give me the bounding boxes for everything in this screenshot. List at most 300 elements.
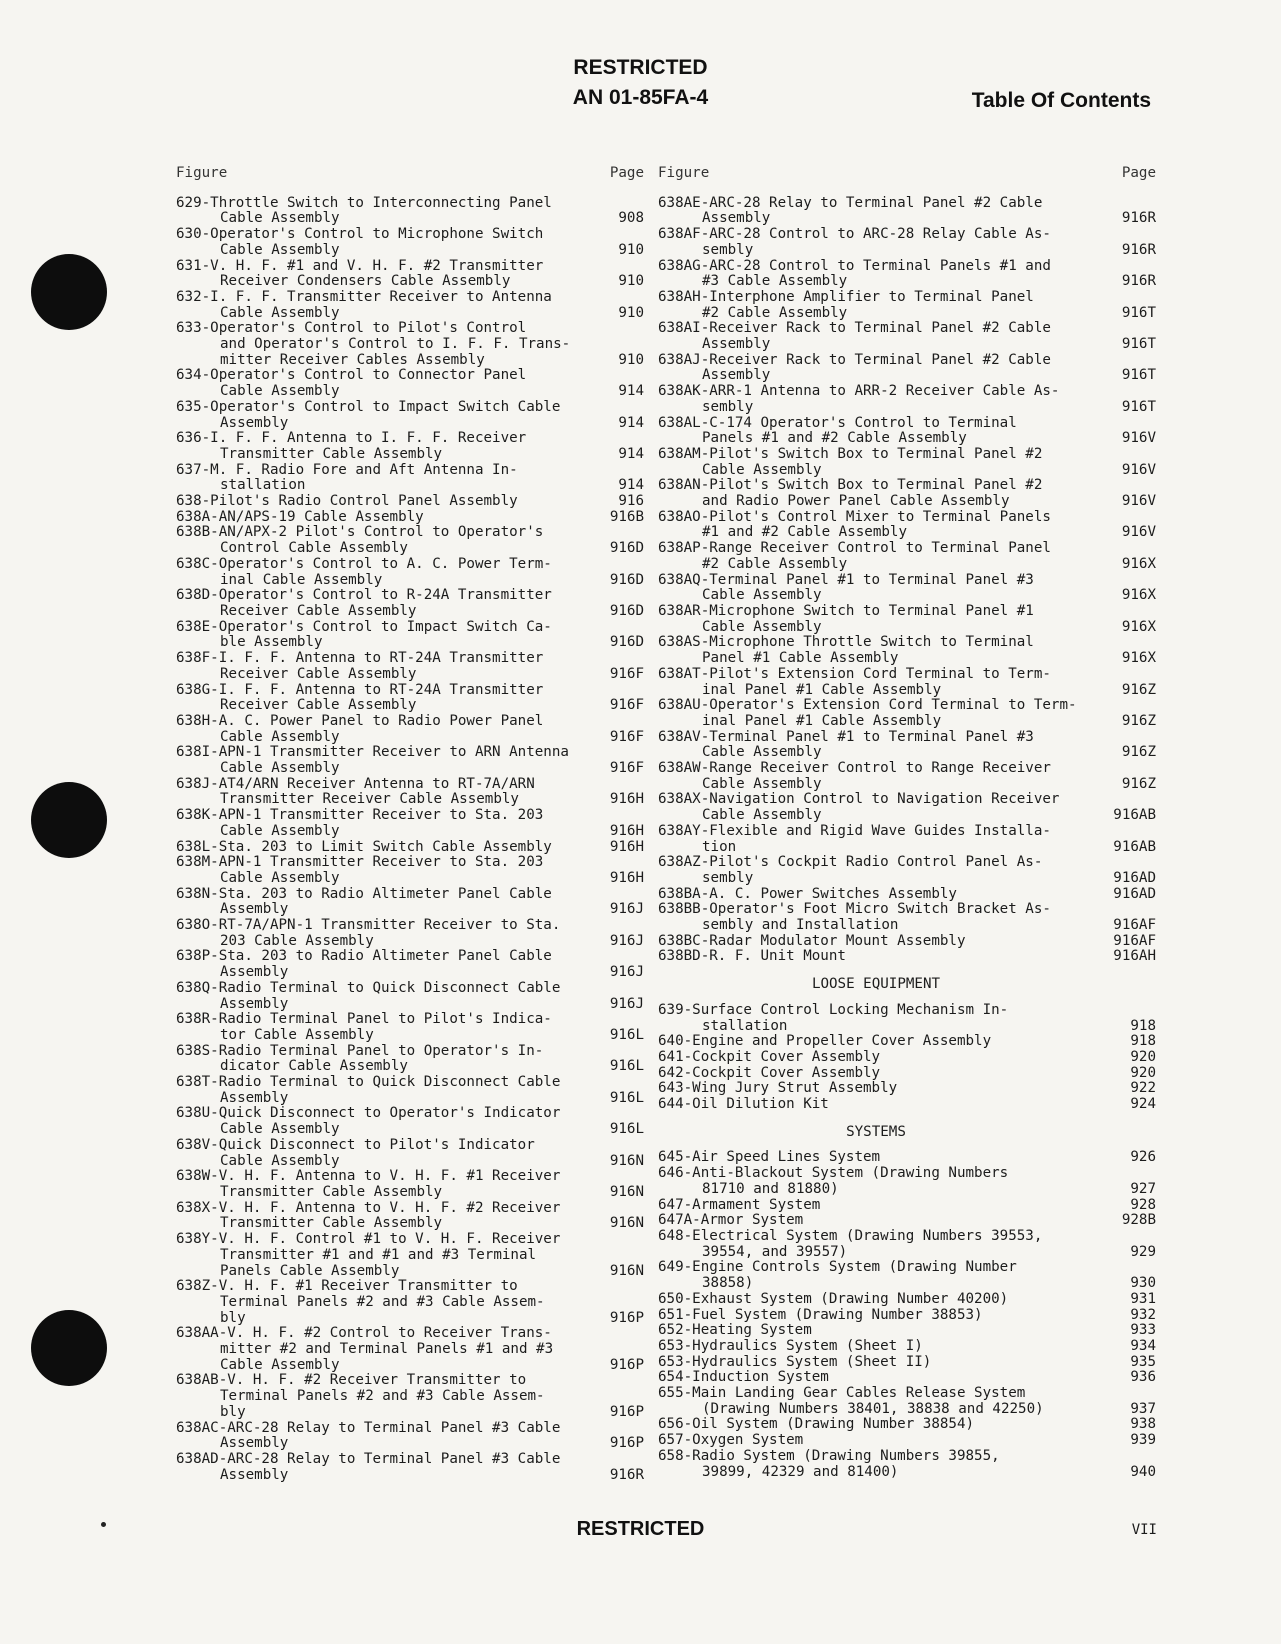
entry-page-number: 935	[1130, 1353, 1156, 1370]
toc-entry	[176, 840, 644, 856]
restricted-header: RESTRICTED	[573, 56, 708, 79]
toc-entry	[176, 1326, 644, 1373]
entry-title: 647-Armament System	[658, 1196, 821, 1213]
entry-page-number: 916N	[609, 1215, 644, 1232]
toc-entry	[176, 1421, 644, 1452]
entry-title: 643-Wing Jury Strut Assembly	[658, 1080, 898, 1097]
entry-page-number: 930	[1130, 1275, 1156, 1292]
entry-title: 642-Cockpit Cover Assembly	[658, 1064, 881, 1081]
entry-title: 640-Engine and Propeller Cover Assembly	[658, 1033, 992, 1050]
entry-title: 638G-I. F. F. Antenna to RT-24A Transmitter	[176, 681, 544, 698]
entry-page-number: 910	[618, 304, 644, 321]
toc-entry	[658, 635, 1156, 666]
entry-page-number: 916B	[609, 508, 644, 525]
entry-title-continued: Cable Assembly	[702, 775, 822, 792]
entry-title-continued: Cable Assembly	[220, 1152, 340, 1169]
toc-entry	[658, 1260, 1156, 1291]
entry-page-number: 918	[1130, 1033, 1156, 1050]
toc-entry	[176, 494, 644, 510]
toc-entry	[176, 431, 644, 462]
toc-entry	[176, 1075, 644, 1106]
entry-page-number: 916P	[609, 1435, 644, 1452]
entry-title-continued: Assembly	[220, 964, 289, 981]
entry-page-number: 916AD	[1113, 885, 1156, 902]
entry-title: 638AR-Microphone Switch to Terminal Panel #1	[658, 602, 1034, 619]
toc-entry	[658, 447, 1156, 478]
toc-entry	[658, 1386, 1156, 1417]
entry-title-continued: stallation	[702, 1017, 788, 1034]
toc-entry	[658, 1308, 1156, 1324]
entry-title: 631-V. H. F. #1 and V. H. F. #2 Transmitter	[176, 257, 544, 274]
entry-title: 638BC-Radar Modulator Mount Assembly	[658, 932, 966, 949]
toc-entry	[176, 368, 644, 399]
entry-title-continued: Receiver Cable Assembly	[220, 602, 417, 619]
entry-title: 638O-RT-7A/APN-1 Transmitter Receiver to Sta.	[176, 917, 561, 934]
entry-title: 638E-Operator's Control to Impact Switch Ca-	[176, 618, 552, 635]
entry-title-continued: 38858)	[702, 1275, 754, 1292]
entry-title: 638AM-Pilot's Switch Box to Terminal Panel #2	[658, 445, 1043, 462]
entry-title: 646-Anti-Blackout System (Drawing Numbers	[658, 1165, 1009, 1182]
entry-title: 638AG-ARC-28 Control to Terminal Panels #1 and	[658, 257, 1051, 274]
page-number: VII	[1131, 1522, 1157, 1538]
entry-title-continued: Panels Cable Assembly	[220, 1262, 400, 1279]
toc-entry	[176, 683, 644, 714]
toc-entry	[658, 416, 1156, 447]
toc-entry	[658, 321, 1156, 352]
entry-title: 653-Hydraulics System (Sheet II)	[658, 1353, 932, 1370]
entry-title: 653-Hydraulics System (Sheet I)	[658, 1337, 923, 1354]
toc-entry	[176, 1201, 644, 1232]
toc-entry	[658, 1213, 1156, 1229]
entry-title-continued: and Radio Power Panel Cable Assembly	[702, 493, 1010, 510]
entry-title-continued: Receiver Condensers Cable Assembly	[220, 273, 511, 290]
entry-title-continued: Assembly	[702, 367, 771, 384]
toc-entry	[176, 745, 644, 776]
entry-page-number: 916N	[609, 1152, 644, 1169]
toc-entry	[176, 949, 644, 980]
toc-entry	[658, 1097, 1156, 1113]
entry-page-number: 933	[1130, 1322, 1156, 1339]
toc-entry	[658, 902, 1156, 933]
entry-title-continued: Cable Assembly	[220, 1121, 340, 1138]
entry-title: 638D-Operator's Control to R-24A Transmitter	[176, 587, 552, 604]
entry-title: 632-I. F. F. Transmitter Receiver to Antenna	[176, 288, 552, 305]
entry-page-number: 916AB	[1113, 807, 1156, 824]
toc-entry	[658, 573, 1156, 604]
entry-title-continued: Receiver Cable Assembly	[220, 665, 417, 682]
entry-page-number: 916X	[1121, 587, 1156, 604]
entry-title: 638AE-ARC-28 Relay to Terminal Panel #2 Cable	[658, 194, 1043, 211]
entry-page-number: 916F	[609, 728, 644, 745]
entry-page-number: 916V	[1121, 461, 1156, 478]
entry-title: 638AI-Receiver Rack to Terminal Panel #2 Cable	[658, 320, 1051, 337]
entry-title: 638AZ-Pilot's Cockpit Radio Control Panel As-	[658, 854, 1043, 871]
entry-title: 652-Heating System	[658, 1322, 812, 1339]
toc-entry	[176, 196, 644, 227]
entry-page-number: 916P	[609, 1356, 644, 1373]
entry-page-number: 916D	[609, 540, 644, 557]
entry-page-number: 920	[1130, 1048, 1156, 1065]
toc-entry	[658, 1292, 1156, 1308]
toc-entry	[658, 604, 1156, 635]
entry-page-number: 914	[618, 414, 644, 431]
toc-entry	[658, 227, 1156, 258]
entry-page-number: 922	[1130, 1080, 1156, 1097]
entry-title-continued: Assembly	[220, 1089, 289, 1106]
entry-title-continued: Transmitter #1 and #1 and #3 Terminal	[220, 1246, 537, 1263]
entry-page-number: 916Z	[1121, 681, 1156, 698]
entry-title: 638AX-Navigation Control to Navigation Receiver	[658, 791, 1060, 808]
entry-title: 638J-AT4/ARN Receiver Antenna to RT-7A/ARN	[176, 775, 535, 792]
entry-title: 638I-APN-1 Transmitter Receiver to ARN Antenna	[176, 744, 569, 761]
toc-entry	[658, 1449, 1156, 1480]
entry-page-number: 916T	[1121, 304, 1156, 321]
toc-entry	[658, 1198, 1156, 1214]
entry-page-number: 916H	[609, 791, 644, 808]
entry-title: 638AU-Operator's Extension Cord Terminal to Term-	[658, 697, 1077, 714]
entry-title: 641-Cockpit Cover Assembly	[658, 1048, 881, 1065]
entry-title-continued: Cable Assembly	[702, 807, 822, 824]
toc-entry	[658, 510, 1156, 541]
entry-title-continued: sembly and Installation	[702, 917, 899, 934]
entry-title: 638L-Sta. 203 to Limit Switch Cable Assembly	[176, 838, 552, 855]
entry-page-number: 916	[618, 493, 644, 510]
toc-entry	[658, 478, 1156, 509]
toc-entry	[658, 1339, 1156, 1355]
entry-page-number: 916AD	[1113, 869, 1156, 886]
toc-entry	[176, 855, 644, 886]
entry-page-number: 916AF	[1113, 917, 1156, 934]
entry-page-number: 916AH	[1113, 948, 1156, 965]
entry-title: 638X-V. H. F. Antenna to V. H. F. #2 Receiver	[176, 1199, 561, 1216]
entry-title-continued: Transmitter Cable Assembly	[220, 445, 443, 462]
toc-entry	[658, 934, 1156, 950]
entry-page-number: 916AB	[1113, 838, 1156, 855]
entry-title-continued: Cable Assembly	[220, 304, 340, 321]
entry-title: 638AN-Pilot's Switch Box to Terminal Panel #2	[658, 477, 1043, 494]
page-heading: Page	[609, 165, 644, 181]
toc-entry	[658, 855, 1156, 886]
entry-title-continued: bly	[220, 1403, 246, 1420]
entry-page-number: 914	[618, 477, 644, 494]
entry-title-continued: #3 Cable Assembly	[702, 273, 848, 290]
entry-title: 638H-A. C. Power Panel to Radio Power Panel	[176, 712, 544, 729]
entry-title-continued: Cable Assembly	[220, 210, 340, 227]
binder-hole	[31, 1310, 107, 1386]
entry-page-number: 914	[618, 445, 644, 462]
document-number: AN 01-85FA-4	[572, 86, 709, 109]
left-column	[176, 166, 644, 1483]
entry-title: 638AV-Terminal Panel #1 to Terminal Panel #3	[658, 728, 1034, 745]
entry-title: 638AH-Interphone Amplifier to Terminal Panel	[658, 288, 1034, 305]
entry-title: 638AT-Pilot's Extension Cord Terminal to Term-	[658, 665, 1051, 682]
entry-title-continued: tion	[702, 838, 737, 855]
entry-page-number: 916D	[609, 634, 644, 651]
entry-title-continued: dicator Cable Assembly	[220, 1058, 408, 1075]
systems-list	[658, 1150, 1156, 1480]
entry-title: 638AA-V. H. F. #2 Control to Receiver Trans-	[176, 1325, 552, 1342]
toc-entry	[658, 1150, 1156, 1166]
entry-page-number: 916J	[609, 964, 644, 981]
toc-entry	[176, 1169, 644, 1200]
entry-title-continued: Receiver Cable Assembly	[220, 697, 417, 714]
toc-entry	[658, 290, 1156, 321]
entry-page-number: 916D	[609, 602, 644, 619]
entry-title-continued: Cable Assembly	[220, 760, 340, 777]
toc-entry	[176, 808, 644, 839]
loose-equipment-heading: LOOSE EQUIPMENT	[811, 976, 941, 993]
entry-page-number: 916H	[609, 869, 644, 886]
binder-hole	[31, 254, 107, 330]
entry-title: 637-M. F. Radio Fore and Aft Antenna In-	[176, 461, 518, 478]
entry-title-continued: inal Cable Assembly	[220, 571, 383, 588]
entry-title: 638BA-A. C. Power Switches Assembly	[658, 885, 957, 902]
entry-title-continued: Transmitter Cable Assembly	[220, 1184, 443, 1200]
toc-entry	[176, 463, 644, 494]
entry-title: 638V-Quick Disconnect to Pilot's Indicator	[176, 1136, 535, 1153]
entry-title: 638AL-C-174 Operator's Control to Terminal	[658, 414, 1017, 431]
toc-entry	[176, 259, 644, 290]
entry-title: 638AS-Microphone Throttle Switch to Terminal	[658, 634, 1034, 651]
entry-page-number: 940	[1130, 1463, 1156, 1480]
entry-title: 638AK-ARR-1 Antenna to ARR-2 Receiver Cable As-	[658, 383, 1060, 400]
entry-page-number: 916P	[609, 1403, 644, 1420]
entry-title-continued: bly	[220, 1309, 246, 1326]
entry-page-number: 936	[1130, 1369, 1156, 1386]
entry-page-number: 916V	[1121, 493, 1156, 510]
entry-title: 638S-Radio Terminal Panel to Operator's In-	[176, 1042, 544, 1059]
entry-title-continued: sembly	[702, 869, 754, 886]
left-column-header	[176, 166, 644, 182]
entry-title: 638AY-Flexible and Rigid Wave Guides Installa-	[658, 822, 1051, 839]
entry-page-number: 916V	[1121, 524, 1156, 541]
entry-page-number: 916Z	[1121, 744, 1156, 761]
entry-title: 645-Air Speed Lines System	[658, 1149, 881, 1166]
entry-title: 629-Throttle Switch to Interconnecting Panel	[176, 194, 552, 211]
entry-title: 638P-Sta. 203 to Radio Altimeter Panel Cable	[176, 948, 552, 965]
entry-page-number: 932	[1130, 1306, 1156, 1323]
entry-title: 638F-I. F. F. Antenna to RT-24A Transmitter	[176, 650, 544, 667]
toc-entry	[176, 620, 644, 651]
entry-page-number: 916X	[1121, 555, 1156, 572]
figure-heading: Figure	[658, 165, 710, 181]
entry-title-continued: Assembly	[702, 210, 771, 227]
toc-entry	[658, 353, 1156, 384]
toc-entry	[658, 1066, 1156, 1082]
toc-entry	[658, 1003, 1156, 1034]
right-column	[658, 166, 1156, 1480]
entry-page-number: 914	[618, 383, 644, 400]
entry-title-continued: Assembly	[220, 1435, 289, 1452]
entry-page-number: 916L	[609, 1089, 644, 1106]
entry-page-number: 927	[1130, 1180, 1156, 1197]
entry-title-continued: stallation	[220, 477, 306, 494]
entry-page-number: 916D	[609, 571, 644, 588]
entry-title-continued: Cable Assembly	[220, 383, 340, 400]
entry-title-continued: Cable Assembly	[702, 461, 822, 478]
entry-title-continued: tor Cable Assembly	[220, 1026, 374, 1043]
toc-entry	[176, 1138, 644, 1169]
entry-page-number: 934	[1130, 1337, 1156, 1354]
entry-title: 656-Oil System (Drawing Number 38854)	[658, 1416, 975, 1433]
entry-title-continued: mitter #2 and Terminal Panels #1 and #3	[220, 1341, 554, 1358]
entry-title: 638C-Operator's Control to A. C. Power Term-	[176, 555, 552, 572]
toc-entry	[176, 1106, 644, 1137]
entry-title: 638K-APN-1 Transmitter Receiver to Sta. 203	[176, 807, 544, 824]
entry-page-number: 916R	[1121, 241, 1156, 258]
entry-title-continued: Terminal Panels #2 and #3 Cable Assem-	[220, 1388, 545, 1405]
entry-page-number: 916Z	[1121, 775, 1156, 792]
toc-entry	[176, 1012, 644, 1043]
entry-page-number: 916T	[1121, 336, 1156, 353]
entry-title: 651-Fuel System (Drawing Number 38853)	[658, 1306, 983, 1323]
entry-title: 638-Pilot's Radio Control Panel Assembly	[176, 493, 518, 510]
toc-entry	[176, 290, 644, 321]
toc-entry	[176, 227, 644, 258]
entry-title: 647A-Armor System	[658, 1212, 804, 1229]
entry-page-number: 908	[618, 210, 644, 227]
entry-page-number: 916X	[1121, 650, 1156, 667]
toc-entry	[176, 714, 644, 745]
entry-title: 638U-Quick Disconnect to Operator's Indicator	[176, 1105, 561, 1122]
entry-page-number: 916X	[1121, 618, 1156, 635]
entry-title-continued: sembly	[702, 241, 754, 258]
entry-title-continued: Cable Assembly	[220, 822, 340, 839]
entry-title: 657-Oxygen System	[658, 1432, 804, 1449]
entry-page-number: 924	[1130, 1096, 1156, 1113]
entry-title: 638Z-V. H. F. #1 Receiver Transmitter to	[176, 1278, 518, 1295]
toc-entry	[658, 259, 1156, 290]
entry-page-number: 918	[1130, 1017, 1156, 1034]
toc-entry	[176, 510, 644, 526]
entry-title: 638AB-V. H. F. #2 Receiver Transmitter to	[176, 1372, 527, 1389]
entry-page-number: 916R	[609, 1466, 644, 1483]
toc-entry	[658, 761, 1156, 792]
entry-page-number: 916R	[1121, 273, 1156, 290]
entry-page-number: 916V	[1121, 430, 1156, 447]
entry-page-number: 920	[1130, 1064, 1156, 1081]
toc-entry	[658, 667, 1156, 698]
entry-title: 638W-V. H. F. Antenna to V. H. F. #1 Receiver	[176, 1168, 561, 1185]
entry-title: 655-Main Landing Gear Cables Release System	[658, 1385, 1026, 1402]
entry-title-continued: 39899, 42329 and 81400)	[702, 1463, 899, 1480]
toc-entry	[176, 981, 644, 1012]
entry-title: 633-Operator's Control to Pilot's Control	[176, 320, 527, 337]
entry-page-number: 916H	[609, 838, 644, 855]
toc-entry	[658, 1370, 1156, 1386]
entry-title: 658-Radio System (Drawing Numbers 39855,	[658, 1447, 1000, 1464]
toc-entry	[176, 918, 644, 949]
entry-page-number: 916T	[1121, 367, 1156, 384]
toc-entry	[658, 698, 1156, 729]
entry-title-continued: and Operator's Control to I. F. F. Trans-	[220, 336, 571, 353]
toc-entry	[176, 588, 644, 619]
entry-title: 639-Surface Control Locking Mechanism In-	[658, 1001, 1009, 1018]
entry-title: 638AW-Range Receiver Control to Range Receiver	[658, 760, 1051, 777]
entry-page-number: 916R	[1121, 210, 1156, 227]
entry-page-number: 916J	[609, 995, 644, 1012]
entry-title-continued: Cable Assembly	[220, 1356, 340, 1373]
toc-entry	[176, 1452, 644, 1483]
entry-title-continued: Assembly	[220, 901, 289, 918]
entry-title-continued: Cable Assembly	[702, 587, 822, 604]
entry-title: 638AJ-Receiver Rack to Terminal Panel #2 Cable	[658, 351, 1051, 368]
toc-entry	[176, 1232, 644, 1279]
entry-page-number: 910	[618, 273, 644, 290]
entry-title-continued: 81710 and 81880)	[702, 1180, 839, 1197]
entry-title: 638AF-ARC-28 Control to ARC-28 Relay Cable As-	[658, 226, 1051, 243]
toc-entry	[176, 525, 644, 556]
entry-title: 638N-Sta. 203 to Radio Altimeter Panel Cable	[176, 885, 552, 902]
toc-entry	[658, 730, 1156, 761]
toc-entry	[658, 792, 1156, 823]
toc-entry	[658, 1034, 1156, 1050]
toc-entry	[176, 1279, 644, 1326]
entry-title-continued: Cable Assembly	[702, 618, 822, 635]
entry-page-number: 938	[1130, 1416, 1156, 1433]
entry-title-continued: Cable Assembly	[220, 869, 340, 886]
entry-page-number: 916L	[609, 1058, 644, 1075]
page-heading: Page	[1121, 165, 1156, 181]
toc-entry	[658, 1050, 1156, 1066]
entry-title-continued: inal Panel #1 Cable Assembly	[702, 681, 942, 698]
entry-title-continued: 203 Cable Assembly	[220, 932, 374, 949]
entry-title: 638A-AN/APS-19 Cable Assembly	[176, 508, 424, 525]
toc-entry	[176, 400, 644, 431]
figure-heading: Figure	[176, 165, 228, 181]
entry-page-number: 939	[1130, 1432, 1156, 1449]
entry-title: 644-Oil Dilution Kit	[658, 1096, 829, 1113]
entry-title-continued: Panel #1 Cable Assembly	[702, 650, 899, 667]
entry-title-continued: Cable Assembly	[220, 241, 340, 258]
systems-heading: SYSTEMS	[846, 1123, 906, 1140]
entry-title-continued: ble Assembly	[220, 634, 323, 651]
entry-page-number: 928	[1130, 1196, 1156, 1213]
toc-entry	[176, 1044, 644, 1075]
loose-equipment-list	[658, 1003, 1156, 1113]
entry-title: 648-Electrical System (Drawing Numbers 39553,	[658, 1228, 1043, 1244]
entry-title: 630-Operator's Control to Microphone Switch	[176, 226, 544, 243]
entry-title: 638T-Radio Terminal to Quick Disconnect Cable	[176, 1074, 561, 1091]
toc-entry	[658, 1433, 1156, 1449]
entry-title: 638BD-R. F. Unit Mount	[658, 948, 846, 965]
entry-page-number: 916J	[609, 901, 644, 918]
entry-title: 638Q-Radio Terminal to Quick Disconnect Cable	[176, 979, 561, 996]
entry-title: 654-Induction System	[658, 1369, 829, 1386]
entry-title-continued: mitter Receiver Cables Assembly	[220, 351, 485, 368]
entry-page-number: 916Z	[1121, 712, 1156, 729]
entry-page-number: 937	[1130, 1400, 1156, 1417]
entry-title-continued: inal Panel #1 Cable Assembly	[702, 712, 942, 729]
toc-entry	[658, 824, 1156, 855]
toc-entry	[658, 1081, 1156, 1097]
toc-entry	[658, 384, 1156, 415]
toc-entry	[176, 321, 644, 368]
entry-title-continued: Control Cable Assembly	[220, 540, 408, 557]
entry-title: 638AC-ARC-28 Relay to Terminal Panel #3 Cable	[176, 1419, 561, 1436]
entry-title: 634-Operator's Control to Connector Panel	[176, 367, 527, 384]
entry-title-continued: Transmitter Receiver Cable Assembly	[220, 791, 519, 808]
entry-title-continued: #1 and #2 Cable Assembly	[702, 524, 908, 541]
entry-title-continued: Assembly	[220, 995, 289, 1012]
entry-title-continued: Terminal Panels #2 and #3 Cable Assem-	[220, 1293, 545, 1310]
entry-title-continued: Cable Assembly	[702, 744, 822, 761]
entry-page-number: 929	[1130, 1243, 1156, 1260]
entry-title-continued: Assembly	[702, 336, 771, 353]
figure-list	[176, 196, 644, 1484]
toc-entry	[658, 541, 1156, 572]
entry-title: 638Y-V. H. F. Control #1 to V. H. F. Receiver	[176, 1231, 561, 1248]
